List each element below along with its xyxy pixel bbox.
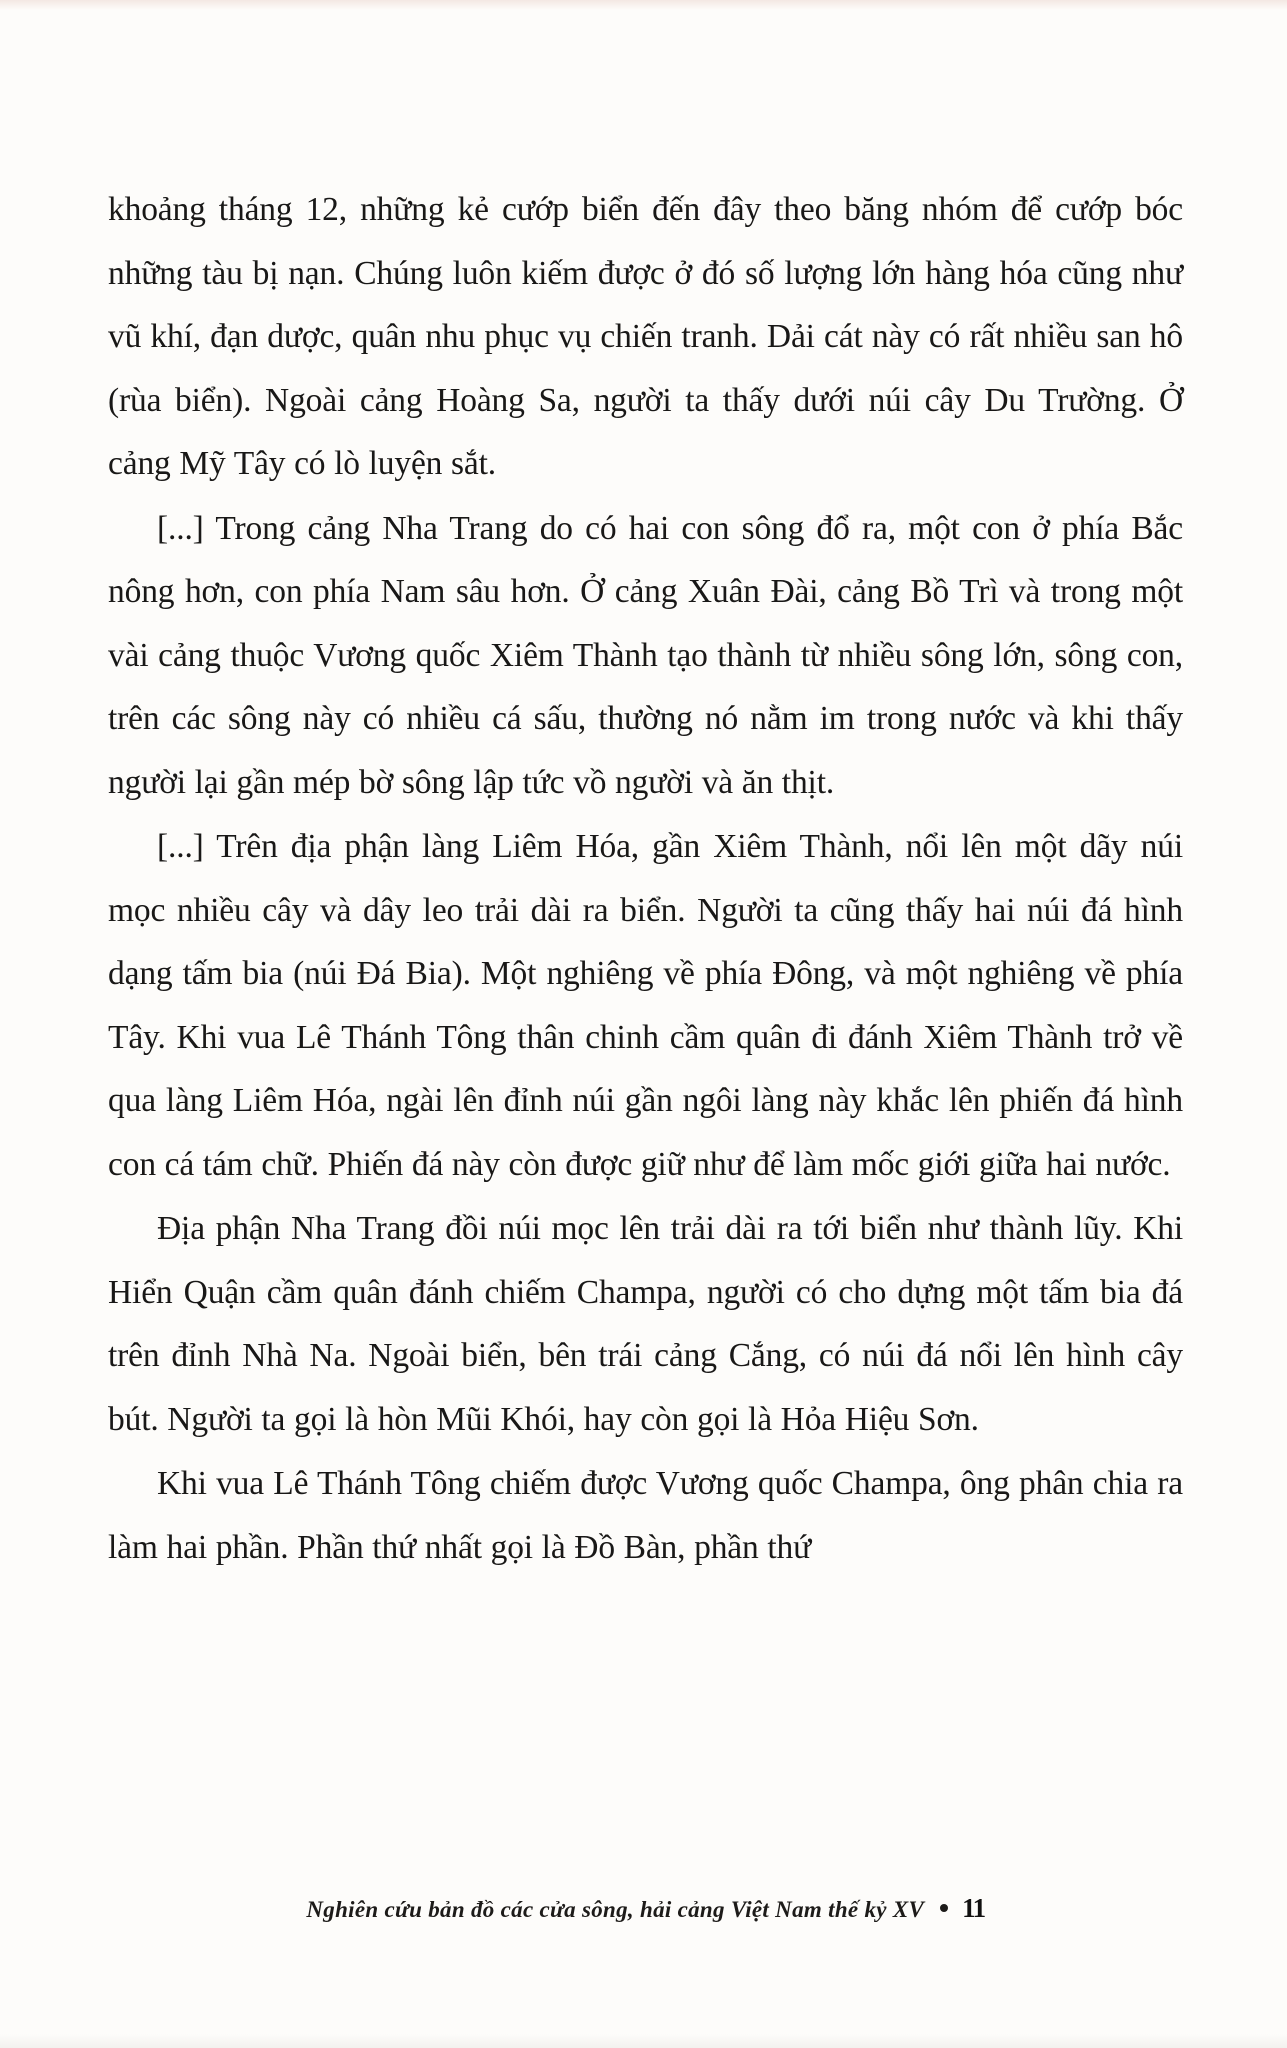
page-footer	[108, 1893, 1183, 1924]
page-body-text	[108, 178, 1183, 1579]
footer-running-title: Nghiên cứu bản đồ các cửa sông, hải cảng Việt Nam thế kỷ XV	[306, 1897, 925, 1922]
paragraph-2: [...] Trong cảng Nha Trang do có hai con sông đổ ra, một con ở phía Bắc nông hơn, con phía Nam sâu hơn. Ở cảng Xuân Đài, cảng Bồ Trì và trong một vài cảng thuộc Vương quốc Xiêm Thành tạo thành từ nhiều sông lớn, sông con, trên các sông này có nhiều cá sấu, thường nó nằm im trong nước và khi thấy người lại gần mép bờ sông lập tức vồ người và ăn thịt.	[108, 509, 1183, 801]
scan-edge-tint-top	[0, 0, 1287, 10]
paragraph-1: khoảng tháng 12, những kẻ cướp biển đến đây theo băng nhóm để cướp bóc những tàu bị nạn. Chúng luôn kiếm được ở đó số lượng lớn hàng hóa cũng như vũ khí, đạn dược, quân nhu phục vụ chiến tranh. Dải cát này có rất nhiều san hô (rùa biển). Ngoài cảng Hoàng Sa, người ta thấy dưới núi cây Du Trường. Ở cảng Mỹ Tây có lò luyện sắt.	[108, 191, 1183, 482]
paragraph-3: [...] Trên địa phận làng Liêm Hóa, gần Xiêm Thành, nổi lên một dãy núi mọc nhiều cây và dây leo trải dài ra biển. Người ta cũng thấy hai núi đá hình dạng tấm bia (núi Đá Bia). Một nghiêng về phía Đông, và một nghiêng về phía Tây. Khi vua Lê Thánh Tông thân chinh cầm quân đi đánh Xiêm Thành trở về qua làng Liêm Hóa, ngài lên đỉnh núi gần ngôi làng này khắc lên phiến đá hình con cá tám chữ. Phiến đá này còn được giữ như để làm mốc giới giữa hai nước.	[108, 828, 1183, 1183]
footer-bullet-separator-icon	[940, 1904, 948, 1912]
paragraph-4: Địa phận Nha Trang đồi núi mọc lên trải dài ra tới biển như thành lũy. Khi Hiển Quận cầm quân đánh chiếm Champa, người có cho dựng một tấm bia đá trên đỉnh Nhà Na. Ngoài biển, bên trái cảng Cắng, có núi đá nổi lên hình cây bút. Người ta gọi là hòn Mũi Khói, hay còn gọi là Hỏa Hiệu Sơn.	[108, 1210, 1183, 1438]
scan-edge-tint-bottom	[0, 2034, 1287, 2048]
page-number: 11	[962, 1893, 985, 1923]
paragraph-5: Khi vua Lê Thánh Tông chiếm được Vương quốc Champa, ông phân chia ra làm hai phần. Phần thứ nhất gọi là Đồ Bàn, phần thứ	[108, 1465, 1183, 1566]
